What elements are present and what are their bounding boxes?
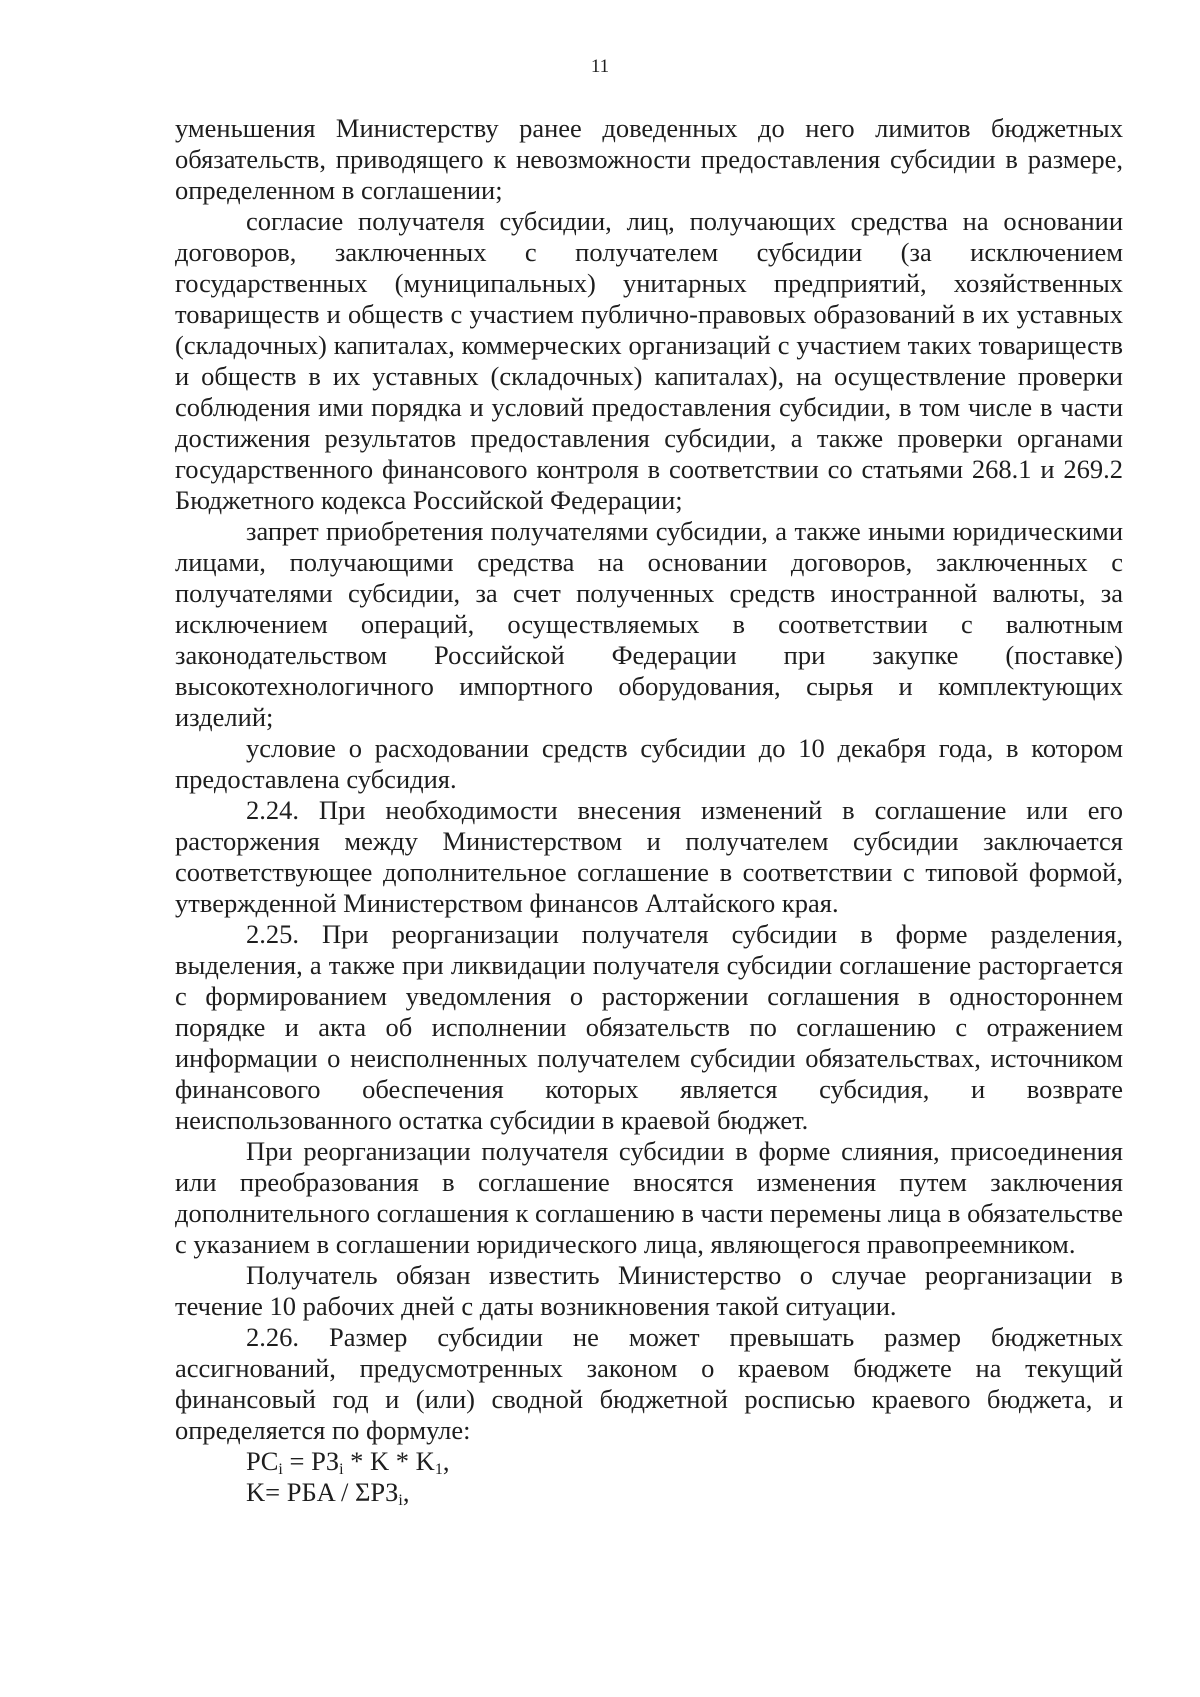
paragraph-consent: согласие получателя субсидии, лиц, получающих средства на основании договоров, заключенных с получателем субсидии (за исключением государственных (муниципальных) унитарных предприятий, хозяйственных товариществ и обществ с участием публично-правовых образований в их уставных (складочных) капиталах, коммерческих организаций с участием таких товариществ и обществ в их уставных (складочных) капиталах), на осуществление проверки соблюдения ими порядка и условий предоставления субсидии, в том числе в части достижения результатов предоставления субсидии, а также проверки органами государственного финансового контроля в соответствии со статьями 268.1 и 269.2 Бюджетного кодекса Российской Федерации; — [175, 206, 1123, 515]
document-body — [175, 113, 1123, 1508]
formula-term: K — [246, 1477, 266, 1507]
clause-2-26: 2.26. Размер субсидии не может превышать размер бюджетных ассигнований, предусмотренных законом о краевом бюджете на текущий финансовый год и (или) сводной бюджетной росписью краевого бюджета, и определяется по формуле: — [175, 1322, 1123, 1445]
paragraph-prohibition: запрет приобретения получателями субсидии, а также иными юридическими лицами, получающими средства на основании договоров, заключенных с получателями субсидии, за счет полученных средств иностранной валюты, за исключением операций, осуществляемых в соответствии с валютным законодательством Российской Федерации при закупке (поставке) высокотехнологичного импортного оборудования, сырья и комплектующих изделий; — [175, 516, 1123, 732]
formula-subscript: i — [278, 1461, 283, 1478]
formula-term: * K * K — [343, 1446, 435, 1476]
paragraph-reorganization-merger: При реорганизации получателя субсидии в форме слияния, присоединения или преобразования в соглашение вносятся изменения путем заключения дополнительного соглашения к соглашению в части перемены лица в обязательстве с указанием в соглашении юридического лица, являющегося правопреемником. — [175, 1136, 1123, 1259]
paragraph-notify: Получатель обязан известить Министерство о случае реорганизации в течение 10 рабочих дней с даты возникновения такой ситуации. — [175, 1260, 1123, 1321]
formula-subscript: i — [339, 1461, 344, 1478]
formula-term: PБA / ΣPЗ — [286, 1477, 399, 1507]
formula-subscript: 1 — [434, 1461, 443, 1478]
formula-punctuation: , — [442, 1446, 450, 1476]
formula-punctuation: , — [402, 1477, 410, 1507]
clause-2-24: 2.24. При необходимости внесения изменений в соглашение или его расторжения между Министерством и получателем субсидии заключается соответствующее дополнительное соглашение в соответствии с типовой формой, утвержденной Министерством финансов Алтайского края. — [175, 795, 1123, 918]
formula-term: PЗ — [311, 1446, 340, 1476]
formula-subsidy-size — [175, 1446, 1123, 1477]
clause-2-25: 2.25. При реорганизации получателя субсидии в форме разделения, выделения, а также при ликвидации получателя субсидии соглашение расторгается с формированием уведомления о расторжении соглашения в одностороннем порядке и акта об исполнении обязательств по соглашению с отражением информации о неисполненных получателем субсидии обязательствах, источником финансового обеспечения которых является субсидия, и возврате неиспользованного остатка субсидии в краевой бюджет. — [175, 919, 1123, 1135]
paragraph-continuation: уменьшения Министерству ранее доведенных до него лимитов бюджетных обязательств, приводящего к невозможности предоставления субсидии в размере, определенном в соглашении; — [175, 113, 1123, 205]
formula-operator: = — [265, 1477, 287, 1507]
formula-term: PC — [246, 1446, 279, 1476]
formula-subscript: i — [398, 1492, 403, 1509]
formula-coefficient — [175, 1477, 1123, 1508]
formula-operator: = — [282, 1446, 312, 1476]
page-number: 11 — [590, 56, 610, 77]
paragraph-condition: условие о расходовании средств субсидии до 10 декабря года, в котором предоставлена субсидия. — [175, 733, 1123, 794]
